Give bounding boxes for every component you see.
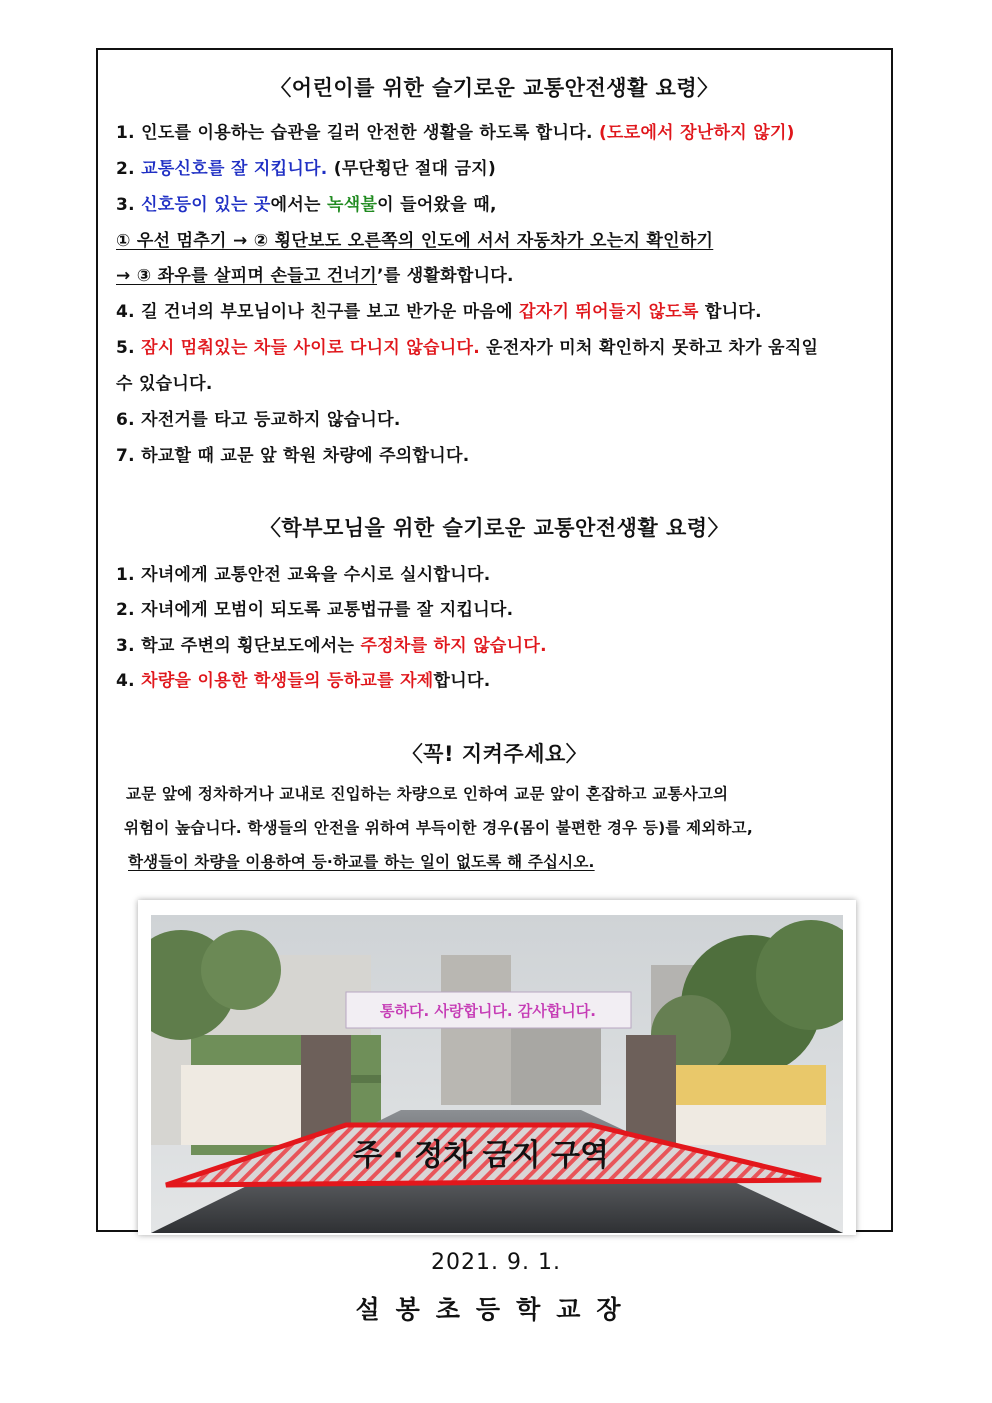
apartment-building bbox=[441, 955, 511, 1105]
gate-pillar-right bbox=[626, 1035, 676, 1145]
parents-section-title: 〈학부모님을 위한 슬기로운 교통안전생활 요령〉 bbox=[259, 516, 730, 540]
kids-rule-3-steps-cont: → ③ 좌우를 살피며 손들고 건너기’를 생활화합니다. bbox=[116, 266, 514, 286]
notice-line-3: 학생들이 차량을 이용하여 등·하교를 하는 일이 없도록 해 주십시오. bbox=[128, 853, 595, 871]
parents-rule-1: 1. 자녀에게 교통안전 교육을 수시로 실시합니다. bbox=[116, 565, 491, 585]
school-gate-illustration bbox=[151, 915, 843, 1233]
gate-banner-text: 통하다. 사랑합니다. 감사합니다. bbox=[380, 1002, 596, 1020]
kids-rule-5: 5. 잠시 멈춰있는 차들 사이로 다니지 않습니다. 운전자가 미처 확인하지 못하고 차가 움직일 bbox=[116, 338, 819, 358]
kids-rule-3: 3. 신호등이 있는 곳에서는 녹색불이 들어왔을 때, bbox=[116, 195, 497, 215]
signature-principal: 설봉초등학교장 bbox=[355, 1295, 637, 1324]
notice-line-2: 위험이 높습니다. 학생들의 안전을 위하여 부득이한 경우(몸이 불편한 경우 등)를 제외하고, bbox=[124, 819, 753, 837]
kids-rule-6: 6. 자전거를 타고 등교하지 않습니다. bbox=[116, 410, 401, 430]
school-gate-photo-frame bbox=[138, 900, 856, 1235]
kids-rule-4: 4. 길 건너의 부모님이나 친구를 보고 반가운 마음에 갑자기 뛰어들지 않도록 합니다. bbox=[116, 302, 762, 322]
notice-title: 〈꼭! 지켜주세요〉 bbox=[401, 742, 588, 766]
parents-rule-3: 3. 학교 주변의 횡단보도에서는 주정차를 하지 않습니다. bbox=[116, 636, 547, 656]
kids-rule-2: 2. 교통신호를 잘 지킵니다. (무단횡단 절대 금지) bbox=[116, 159, 497, 179]
school-gate-photo bbox=[151, 915, 843, 1233]
notice-frame bbox=[96, 48, 893, 1232]
parents-rule-4: 4. 차량을 이용한 학생들의 등하교를 자제합니다. bbox=[116, 671, 491, 691]
notice-line-1: 교문 앞에 정차하거나 교내로 진입하는 차량으로 인하여 교문 앞이 혼잡하고 교통사고의 bbox=[126, 785, 729, 803]
kids-rule-3-steps: ① 우선 멈추기 → ② 횡단보도 오른쪽의 인도에 서서 자동차가 오는지 확인하기 bbox=[116, 231, 714, 251]
kids-rule-1: 1. 인도를 이용하는 습관을 길러 안전한 생활을 하도록 합니다. (도로에서 장난하지 않기) bbox=[116, 123, 795, 143]
issue-date: 2021. 9. 1. bbox=[431, 1250, 561, 1275]
kids-section-title: 〈어린이를 위한 슬기로운 교통안전생활 요령〉 bbox=[270, 76, 719, 100]
parents-rule-2: 2. 자녀에게 모범이 되도록 교통법규를 잘 지킵니다. bbox=[116, 600, 514, 620]
kids-rule-7: 7. 하교할 때 교문 앞 학원 차량에 주의합니다. bbox=[116, 446, 470, 466]
no-parking-zone-label: 주 · 정차 금지 구역 bbox=[352, 1138, 610, 1173]
kids-rule-5-cont: 수 있습니다. bbox=[116, 374, 213, 394]
